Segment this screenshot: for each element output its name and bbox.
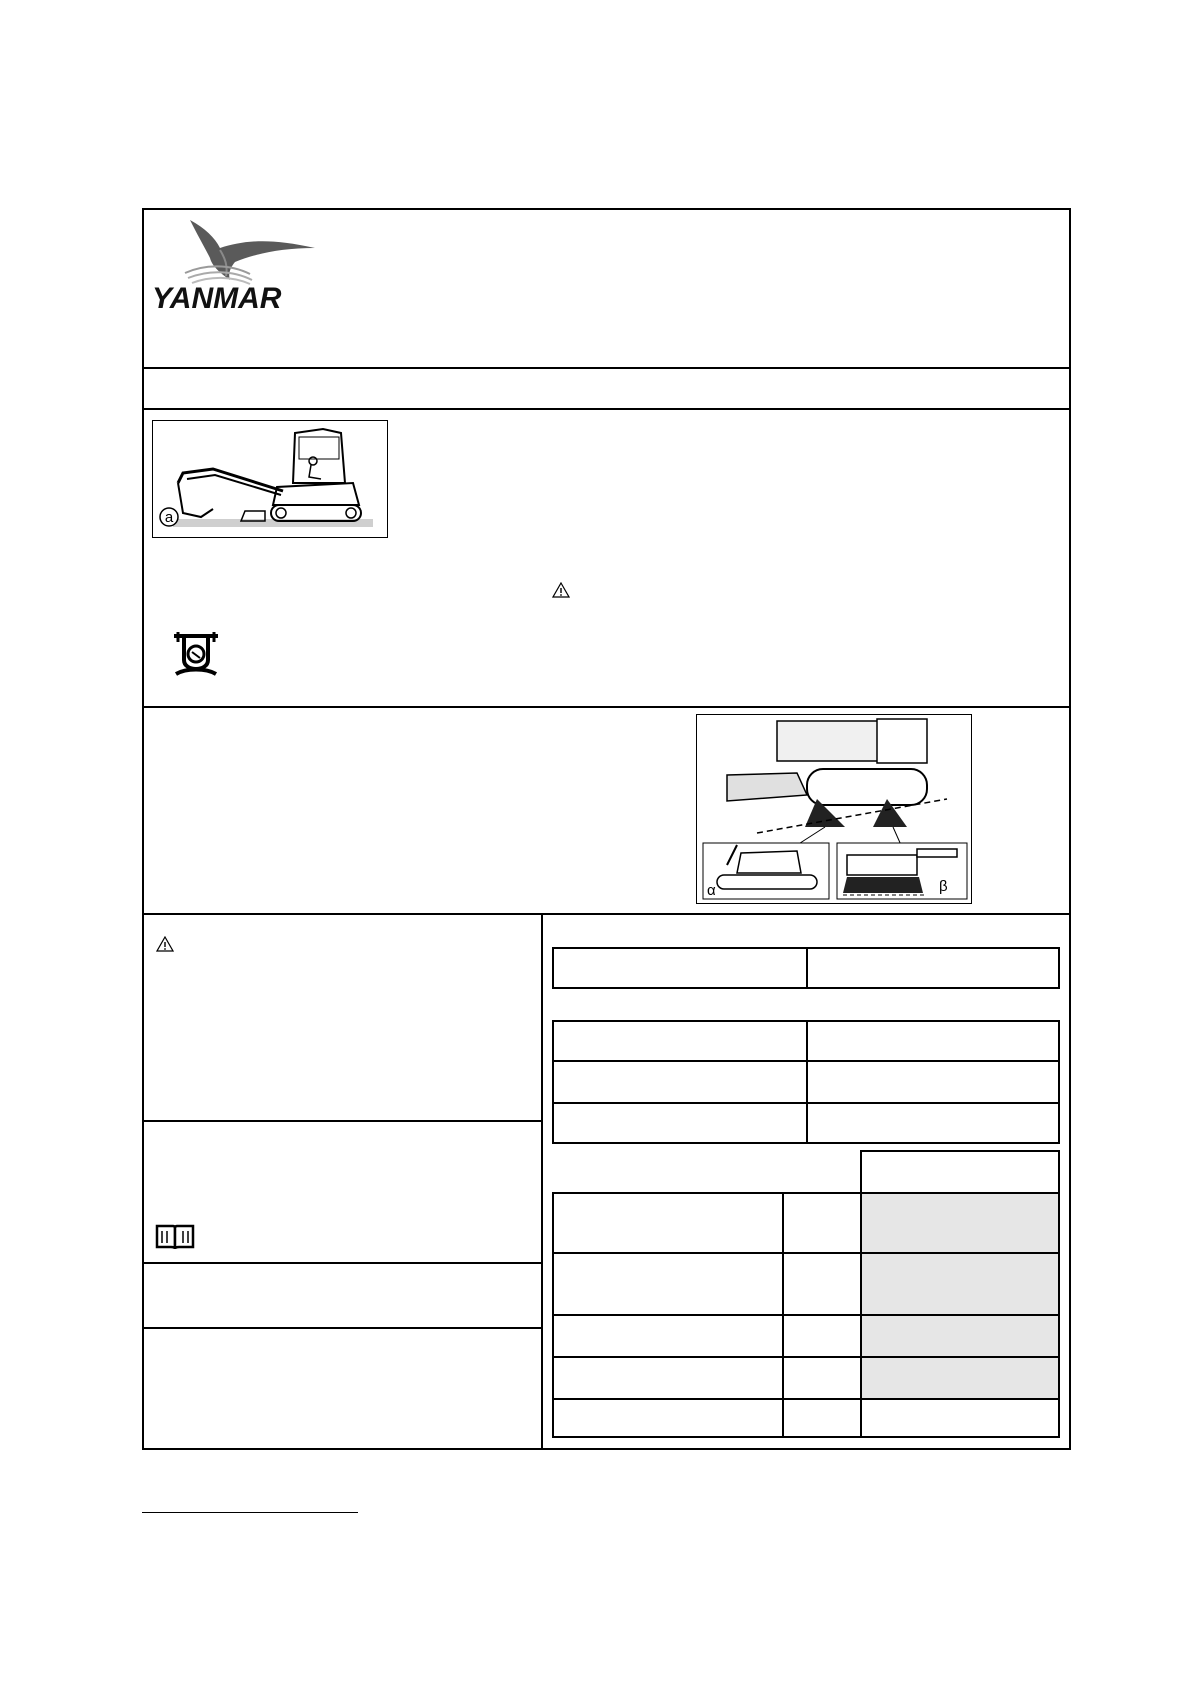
table3-r1-c3 <box>860 1192 1060 1254</box>
warning-icon-left <box>156 936 174 952</box>
yanmar-logo <box>150 218 340 313</box>
table3-r1-c1 <box>552 1192 784 1254</box>
table3-r5-c3 <box>860 1398 1060 1438</box>
table2-r2-c2 <box>806 1060 1060 1104</box>
divider-section2 <box>142 706 1071 708</box>
table3-r3-c2 <box>782 1314 862 1358</box>
table3-r4-c3 <box>860 1356 1060 1400</box>
table3-header <box>860 1150 1060 1194</box>
divider-left-1 <box>142 1120 542 1122</box>
table3-r5-c1 <box>552 1398 784 1438</box>
excavator-figure <box>152 420 388 538</box>
table3-r4-c2 <box>782 1356 862 1400</box>
manual-book-icon <box>154 1222 196 1252</box>
table1-cell-1 <box>552 947 808 989</box>
divider-header <box>142 367 1071 369</box>
table3-r5-c2 <box>782 1398 862 1438</box>
table2-r3-c2 <box>806 1102 1060 1144</box>
divider-left-2 <box>142 1262 542 1264</box>
divider-section3 <box>142 913 1071 915</box>
divider-left-3 <box>142 1327 542 1329</box>
table2-r1-c2 <box>806 1020 1060 1062</box>
table3-r3-c1 <box>552 1314 784 1358</box>
table3-r2-c1 <box>552 1252 784 1316</box>
slope-label-alpha: α <box>707 882 716 899</box>
table2-r3-c1 <box>552 1102 808 1144</box>
footnote-rule <box>142 1512 358 1513</box>
slope-figure <box>696 714 972 904</box>
divider-title <box>142 408 1071 410</box>
slope-label-beta: β <box>939 878 948 895</box>
table3-r3-c3 <box>860 1314 1060 1358</box>
table1-cell-2 <box>806 947 1060 989</box>
lifting-hook-icon <box>170 630 222 680</box>
table2-r1-c1 <box>552 1020 808 1062</box>
excavator-label-a: a <box>164 509 174 526</box>
divider-vertical <box>541 913 543 1450</box>
table3-r2-c3 <box>860 1252 1060 1316</box>
table2-r2-c1 <box>552 1060 808 1104</box>
bird-logo-icon <box>150 218 340 313</box>
table3-r2-c2 <box>782 1252 862 1316</box>
svg-text:YANMAR: YANMAR <box>152 282 282 313</box>
warning-icon <box>552 582 570 598</box>
table3-r1-c2 <box>782 1192 862 1254</box>
table3-r4-c1 <box>552 1356 784 1400</box>
